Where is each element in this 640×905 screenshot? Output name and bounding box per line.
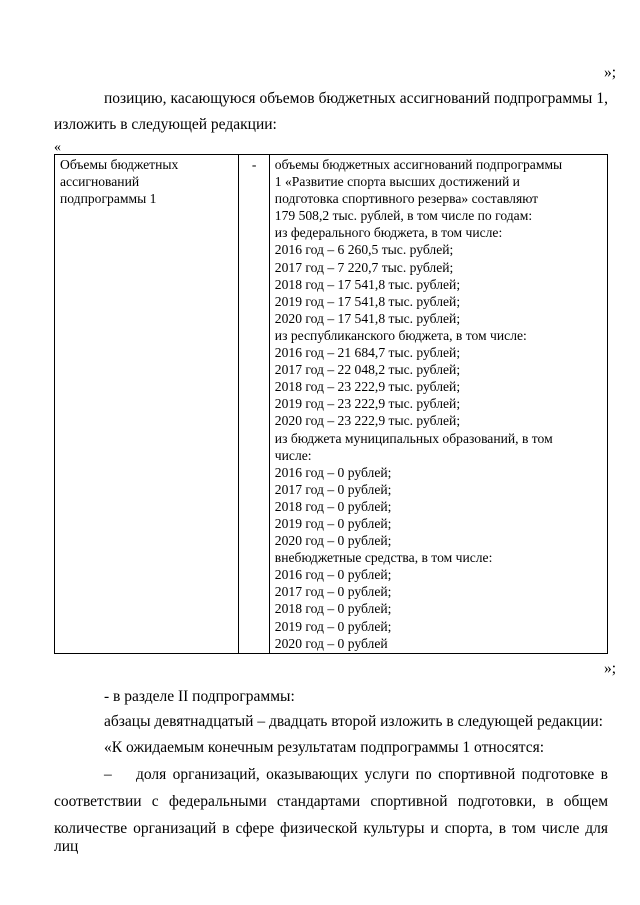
- value-line: 2017 год – 0 рублей;: [274, 481, 392, 497]
- value-line: 2016 год – 21 684,7 тыс. рублей;: [274, 345, 461, 361]
- value-line: из республиканского бюджета, в том числе:: [274, 327, 527, 343]
- expected-results-line: «К ожидаемым конечным результатам подпрограммы 1 относятся:: [104, 739, 545, 756]
- value-line: 2017 год – 0 рублей;: [274, 584, 392, 600]
- label-line: подпрограммы 1: [60, 191, 157, 207]
- table-row: [55, 155, 608, 654]
- section-line: - в разделе II подпрограммы:: [104, 688, 295, 705]
- intro-line-2: изложить в следующей редакции:: [54, 116, 277, 133]
- value-line: 2018 год – 0 рублей;: [274, 498, 392, 514]
- value-line: 2020 год – 17 541,8 тыс. рублей;: [274, 310, 461, 326]
- intro-line-1: позицию, касающуюся объемов бюджетных ассигнований подпрограммы 1,: [104, 90, 608, 107]
- value-line: 2018 год – 0 рублей;: [274, 601, 392, 617]
- top-quote-close: »;: [603, 64, 616, 81]
- value-line: 2019 год – 17 541,8 тыс. рублей;: [274, 293, 461, 309]
- bullet-line-3: количестве организаций в сфере физической культуры и спорта, в том числе для лиц: [54, 820, 608, 855]
- value-line: 2020 год – 0 рублей: [274, 635, 388, 651]
- bullet-line-1: доля организаций, оказывающих услуги по спортивной подготовке в: [136, 766, 608, 783]
- value-line: числе:: [274, 447, 312, 463]
- bullet-dash: –: [104, 766, 112, 783]
- value-line: 2020 год – 0 рублей;: [274, 533, 392, 549]
- value-line: 2016 год – 0 рублей;: [274, 567, 392, 583]
- paragraphs-line: абзацы девятнадцатый – двадцать второй изложить в следующей редакции:: [104, 713, 603, 730]
- value-line: из федерального бюджета, в том числе:: [274, 225, 503, 241]
- dash-text: -: [251, 157, 257, 172]
- dash-cell: [238, 155, 269, 654]
- table-quote-close: »;: [603, 660, 616, 677]
- value-line: 2017 год – 22 048,2 тыс. рублей;: [274, 362, 461, 378]
- budget-label-cell: [55, 155, 239, 654]
- value-line: из бюджета муниципальных образований, в том: [274, 430, 553, 446]
- value-line: 2019 год – 0 рублей;: [274, 515, 392, 531]
- value-line: объемы бюджетных ассигнований подпрограммы: [274, 157, 563, 172]
- label-line: ассигнований: [60, 174, 140, 190]
- value-line: 179 508,2 тыс. рублей, в том числе по годам:: [274, 208, 533, 224]
- value-line: 2019 год – 23 222,9 тыс. рублей;: [274, 396, 461, 412]
- value-line: 1 «Развитие спорта высших достижений и: [274, 174, 520, 190]
- budget-value-cell: [269, 155, 607, 654]
- open-quote: «: [54, 140, 61, 155]
- value-line: подготовка спортивного резерва» составляют: [274, 191, 539, 207]
- value-line: 2016 год – 6 260,5 тыс. рублей;: [274, 242, 454, 258]
- value-line: 2016 год – 0 рублей;: [274, 464, 392, 480]
- label-line: Объемы бюджетных: [60, 157, 179, 172]
- value-line: 2018 год – 17 541,8 тыс. рублей;: [274, 276, 461, 292]
- value-line: 2020 год – 23 222,9 тыс. рублей;: [274, 413, 461, 429]
- value-line: 2018 год – 23 222,9 тыс. рублей;: [274, 379, 461, 395]
- budget-table: [54, 154, 608, 654]
- value-line: внебюджетные средства, в том числе:: [274, 550, 493, 566]
- value-line: 2019 год – 0 рублей;: [274, 618, 392, 634]
- value-line: 2017 год – 7 220,7 тыс. рублей;: [274, 259, 454, 275]
- bullet-line-2: соответствии с федеральными стандартами спортивной подготовки, в общем: [54, 793, 608, 810]
